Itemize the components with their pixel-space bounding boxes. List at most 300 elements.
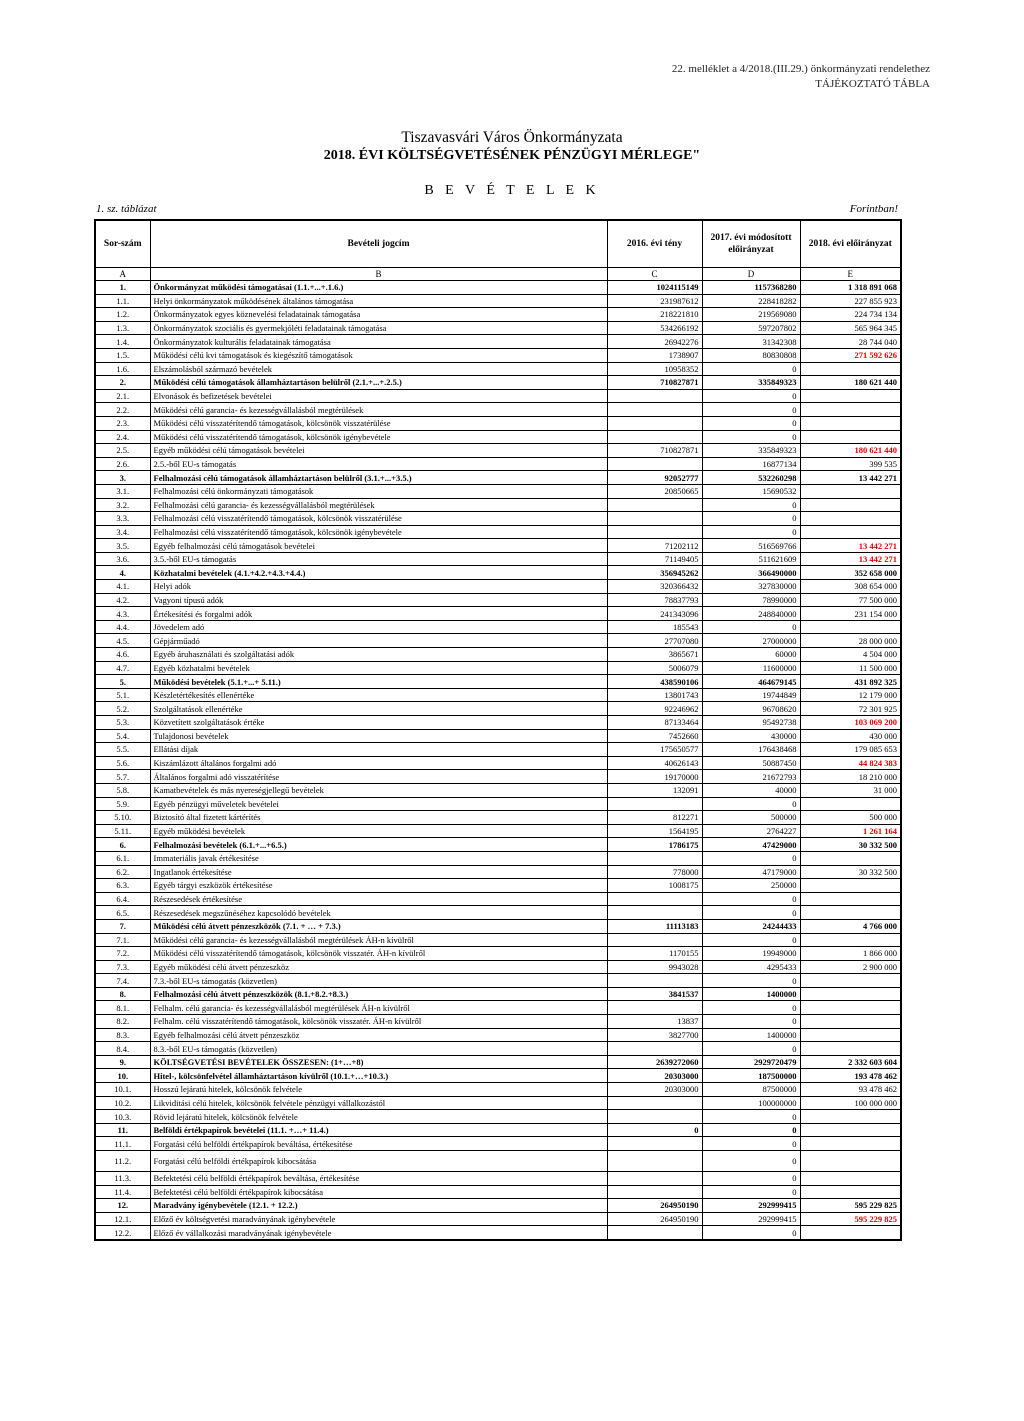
- value-2018: [800, 906, 901, 920]
- row-title: Felhalm. célú visszatérítendő támogatások, kölcsönök visszatér. ÁH-n kívülről: [150, 1015, 607, 1029]
- value-2016: [607, 974, 702, 988]
- table-row: [95, 1069, 901, 1083]
- value-2017: 532260298: [702, 471, 800, 485]
- row-number: 7.4.: [95, 974, 150, 988]
- value-2018: 180 621 440: [800, 444, 901, 458]
- table-row: [95, 743, 901, 757]
- title-line-2: 2018. ÉVI KÖLTSÉGVETÉSÉNEK PÉNZÜGYI MÉRLEGE": [323, 148, 701, 163]
- table-row: [95, 947, 901, 961]
- value-2017: 0: [702, 1110, 800, 1124]
- table-row: [95, 919, 901, 933]
- value-2016: 1008175: [607, 879, 702, 893]
- row-title: Immateriális javak értékesítése: [150, 851, 607, 865]
- value-2016: [607, 525, 702, 539]
- value-2016: [607, 1137, 702, 1151]
- table-row: [95, 403, 901, 417]
- row-number: 7.2.: [95, 947, 150, 961]
- value-2017: 15690532: [702, 484, 800, 498]
- row-title: Maradvány igénybevétele (12.1. + 12.2.): [150, 1199, 607, 1213]
- row-title: Felhalmozási bevételek (6.1.+...+6.5.): [150, 838, 607, 852]
- row-title: Elvonások és befizetések bevételei: [150, 389, 607, 403]
- row-number: 5.4.: [95, 729, 150, 743]
- row-number: 11.1.: [95, 1137, 150, 1151]
- value-2016: 71202112: [607, 539, 702, 553]
- row-title: Biztosító által fizetett kártérítés: [150, 811, 607, 825]
- value-2018: [800, 851, 901, 865]
- value-2018: [800, 620, 901, 634]
- value-2018: 2 900 000: [800, 960, 901, 974]
- row-number: 6.1.: [95, 851, 150, 865]
- table-row: [95, 797, 901, 811]
- value-2016: 27707080: [607, 634, 702, 648]
- table-row: [95, 892, 901, 906]
- row-title: Részesedések megszűnéséhez kapcsolódó bevételek: [150, 906, 607, 920]
- value-2016: 534266192: [607, 321, 702, 335]
- row-number: 2.4.: [95, 430, 150, 444]
- value-2017: 0: [702, 851, 800, 865]
- row-title: Részesedések értékesítése: [150, 892, 607, 906]
- table-row: [95, 620, 901, 634]
- value-2016: [607, 1001, 702, 1015]
- value-2016: [607, 1226, 702, 1240]
- value-2016: 13801743: [607, 688, 702, 702]
- value-2016: 320366432: [607, 580, 702, 594]
- table-row: [95, 1015, 901, 1029]
- value-2017: 11600000: [702, 661, 800, 675]
- table-row: [95, 457, 901, 471]
- value-2017: 2764227: [702, 824, 800, 838]
- row-title: Önkormányzatok szociális és gyermekjóléti feladatainak támogatása: [150, 321, 607, 335]
- row-title: Felhalmozási célú átvett pénzeszközök (8.1.+8.2.+8.3.): [150, 987, 607, 1001]
- value-2017: 292999415: [702, 1212, 800, 1226]
- value-2018: 2 332 603 604: [800, 1055, 901, 1069]
- table-row: [95, 1226, 901, 1240]
- value-2016: 3827700: [607, 1028, 702, 1042]
- value-2017: 0: [702, 512, 800, 526]
- row-title: Felhalmozási célú visszatérítendő támogatások, kölcsönök igénybevétele: [150, 525, 607, 539]
- table-row: [95, 471, 901, 485]
- value-2017: 0: [702, 892, 800, 906]
- table-body: [95, 281, 901, 1240]
- col-header-2017: 2017. évi módosított előirányzat: [702, 220, 800, 268]
- table-row: [95, 498, 901, 512]
- col-letter-d: D: [702, 268, 800, 281]
- row-number: 3.4.: [95, 525, 150, 539]
- value-2018: 500 000: [800, 811, 901, 825]
- value-2017: 0: [702, 1015, 800, 1029]
- value-2018: [800, 389, 901, 403]
- column-letter-row: [95, 268, 901, 281]
- row-title: Értékesítési és forgalmi adók: [150, 607, 607, 621]
- annex-reference: [672, 62, 930, 92]
- value-2018: 231 154 000: [800, 607, 901, 621]
- value-2016: [607, 512, 702, 526]
- row-number: 6.2.: [95, 865, 150, 879]
- value-2017: 0: [702, 1151, 800, 1172]
- value-2017: 27000000: [702, 634, 800, 648]
- table-row: [95, 729, 901, 743]
- row-title: Belföldi értékpapírok bevételei (11.1. +…+ 11.4.): [150, 1123, 607, 1137]
- value-2017: 80830808: [702, 348, 800, 362]
- row-number: 6.: [95, 838, 150, 852]
- value-2017: 60000: [702, 648, 800, 662]
- table-row: [95, 1083, 901, 1097]
- row-number: 4.: [95, 566, 150, 580]
- row-number: 4.2.: [95, 593, 150, 607]
- table-row: [95, 593, 901, 607]
- row-title: Hitel-, kölcsönfelvétel államháztartáson kívülről (10.1.+…+10.3.): [150, 1069, 607, 1083]
- value-2016: [607, 498, 702, 512]
- row-title: Szolgáltatások ellenértéke: [150, 702, 607, 716]
- table-row: [95, 1055, 901, 1069]
- value-2018: [800, 974, 901, 988]
- value-2017: 0: [702, 933, 800, 947]
- row-number: 5.1.: [95, 688, 150, 702]
- table-row: [95, 865, 901, 879]
- value-2018: 430 000: [800, 729, 901, 743]
- row-number: 12.2.: [95, 1226, 150, 1240]
- table-row: [95, 416, 901, 430]
- table-row: [95, 580, 901, 594]
- value-2017: 16877134: [702, 457, 800, 471]
- value-2018: [800, 498, 901, 512]
- table-row: [95, 566, 901, 580]
- table-row: [95, 1096, 901, 1110]
- value-2016: 87133464: [607, 716, 702, 730]
- table-row: [95, 539, 901, 553]
- value-2017: 464679145: [702, 675, 800, 689]
- value-2018: [800, 987, 901, 1001]
- value-2017: 0: [702, 362, 800, 376]
- value-2018: 28 000 000: [800, 634, 901, 648]
- value-2018: 224 734 134: [800, 308, 901, 322]
- row-number: 5.6.: [95, 756, 150, 770]
- value-2018: [800, 797, 901, 811]
- row-number: 6.4.: [95, 892, 150, 906]
- row-title: Működési célú visszatérítendő támogatások, kölcsönök visszatér. ÁH-n kívülről: [150, 947, 607, 961]
- value-2016: 9943028: [607, 960, 702, 974]
- row-number: 2.3.: [95, 416, 150, 430]
- table-row: [95, 702, 901, 716]
- value-2016: 13837: [607, 1015, 702, 1029]
- table-row: [95, 484, 901, 498]
- value-2016: [607, 892, 702, 906]
- table-row: [95, 906, 901, 920]
- value-2017: 1400000: [702, 987, 800, 1001]
- value-2018: 30 332 500: [800, 865, 901, 879]
- row-title: Működési célú átvett pénzeszközök (7.1. + … + 7.3.): [150, 919, 607, 933]
- value-2017: 0: [702, 403, 800, 417]
- revenue-table: [94, 219, 902, 1241]
- row-title: 3.5.-ből EU-s támogatás: [150, 552, 607, 566]
- row-title: Befektetési célú belföldi értékpapírok beváltása, értékesítése: [150, 1172, 607, 1186]
- value-2018: 595 229 825: [800, 1199, 901, 1213]
- table-row: [95, 1123, 901, 1137]
- value-2017: 335849323: [702, 376, 800, 390]
- value-2017: 366490000: [702, 566, 800, 580]
- row-number: 4.7.: [95, 661, 150, 675]
- col-letter-c: C: [607, 268, 702, 281]
- value-2016: 0: [607, 1123, 702, 1137]
- value-2018: 4 504 000: [800, 648, 901, 662]
- value-2018: [800, 933, 901, 947]
- value-2017: 50887450: [702, 756, 800, 770]
- table-row: [95, 851, 901, 865]
- row-number: 6.3.: [95, 879, 150, 893]
- value-2018: 44 824 383: [800, 756, 901, 770]
- row-title: Előző év költségvetési maradványának igénybevétele: [150, 1212, 607, 1226]
- row-title: Kiszámlázott általános forgalmi adó: [150, 756, 607, 770]
- table-row: [95, 512, 901, 526]
- table-row: [95, 1185, 901, 1199]
- row-number: 3.3.: [95, 512, 150, 526]
- value-2017: 335849323: [702, 444, 800, 458]
- value-2016: [607, 1172, 702, 1186]
- row-number: 5.11.: [95, 824, 150, 838]
- value-2018: 13 442 271: [800, 471, 901, 485]
- value-2016: 3865671: [607, 648, 702, 662]
- value-2017: 327830000: [702, 580, 800, 594]
- value-2016: [607, 416, 702, 430]
- table-row: [95, 756, 901, 770]
- value-2017: 0: [702, 1001, 800, 1015]
- value-2018: 13 442 271: [800, 539, 901, 553]
- table-header-row: [95, 220, 901, 268]
- section-subtitle: B E V É T E L E K: [424, 183, 600, 198]
- row-title: Működési célú visszatérítendő támogatások, kölcsönök visszatérülése: [150, 416, 607, 430]
- row-number: 5.8.: [95, 783, 150, 797]
- value-2018: [800, 1137, 901, 1151]
- table-row: [95, 716, 901, 730]
- row-title: Felhalmozási célú önkormányzati támogatások: [150, 484, 607, 498]
- value-2017: 187500000: [702, 1069, 800, 1083]
- value-2018: [800, 1185, 901, 1199]
- value-2018: [800, 1226, 901, 1240]
- row-title: Tulajdonosi bevételek: [150, 729, 607, 743]
- table-row: [95, 1151, 901, 1172]
- value-2017: 21672793: [702, 770, 800, 784]
- value-2016: 185543: [607, 620, 702, 634]
- value-2018: [800, 430, 901, 444]
- row-title: Jövedelem adó: [150, 620, 607, 634]
- value-2016: 710827871: [607, 376, 702, 390]
- value-2017: 176438468: [702, 743, 800, 757]
- value-2017: 0: [702, 797, 800, 811]
- row-title: Vagyoni típusú adók: [150, 593, 607, 607]
- value-2017: 87500000: [702, 1083, 800, 1097]
- value-2016: [607, 906, 702, 920]
- value-2018: 18 210 000: [800, 770, 901, 784]
- row-title: 2.5.-ből EU-s támogatás: [150, 457, 607, 471]
- table-row: [95, 525, 901, 539]
- col-header-2018: 2018. évi előirányzat: [800, 220, 901, 268]
- table-row: [95, 389, 901, 403]
- row-number: 10.3.: [95, 1110, 150, 1124]
- value-2016: 26942276: [607, 335, 702, 349]
- row-number: 10.2.: [95, 1096, 150, 1110]
- value-2016: [607, 1042, 702, 1056]
- value-2018: [800, 1123, 901, 1137]
- value-2018: [800, 512, 901, 526]
- value-2017: 19949000: [702, 947, 800, 961]
- value-2017: 4295433: [702, 960, 800, 974]
- value-2018: 28 744 040: [800, 335, 901, 349]
- table-row: [95, 688, 901, 702]
- value-2017: 78990000: [702, 593, 800, 607]
- row-number: 12.: [95, 1199, 150, 1213]
- value-2017: 0: [702, 389, 800, 403]
- table-row: [95, 634, 901, 648]
- row-title: Készletértékesítés ellenértéke: [150, 688, 607, 702]
- table-row: [95, 987, 901, 1001]
- value-2016: 356945262: [607, 566, 702, 580]
- value-2017: 100000000: [702, 1096, 800, 1110]
- row-number: 12.1.: [95, 1212, 150, 1226]
- row-title: Elszámolásból származó bevételek: [150, 362, 607, 376]
- table-row: [95, 1137, 901, 1151]
- value-2017: 47429000: [702, 838, 800, 852]
- row-number: 7.1.: [95, 933, 150, 947]
- value-2017: 1400000: [702, 1028, 800, 1042]
- table-row: [95, 933, 901, 947]
- value-2017: 0: [702, 1137, 800, 1151]
- currency-note: Forintban!: [849, 203, 898, 215]
- table-row: [95, 335, 901, 349]
- value-2016: 20303000: [607, 1083, 702, 1097]
- value-2016: [607, 797, 702, 811]
- value-2017: 0: [702, 1226, 800, 1240]
- value-2016: 778000: [607, 865, 702, 879]
- value-2018: 352 658 000: [800, 566, 901, 580]
- row-title: KÖLTSÉGVETÉSI BEVÉTELEK ÖSSZESEN: (1+…+8): [150, 1055, 607, 1069]
- value-2018: [800, 1172, 901, 1186]
- value-2017: 0: [702, 1172, 800, 1186]
- table-row: [95, 879, 901, 893]
- value-2017: 219569080: [702, 308, 800, 322]
- value-2018: [800, 1001, 901, 1015]
- value-2018: 72 301 925: [800, 702, 901, 716]
- value-2017: 248840000: [702, 607, 800, 621]
- table-row: [95, 661, 901, 675]
- value-2018: [800, 403, 901, 417]
- value-2018: 179 085 653: [800, 743, 901, 757]
- row-number: 4.5.: [95, 634, 150, 648]
- row-number: 4.3.: [95, 607, 150, 621]
- value-2018: 1 318 891 068: [800, 281, 901, 295]
- row-title: Egyéb működési célú támogatások bevételei: [150, 444, 607, 458]
- row-number: 2.1.: [95, 389, 150, 403]
- row-title: Egyéb felhalmozási célú átvett pénzeszköz: [150, 1028, 607, 1042]
- value-2016: 1786175: [607, 838, 702, 852]
- value-2016: 1170155: [607, 947, 702, 961]
- table-row: [95, 294, 901, 308]
- row-number: 3.6.: [95, 552, 150, 566]
- table-row: [95, 552, 901, 566]
- value-2017: 1157368280: [702, 281, 800, 295]
- value-2018: [800, 879, 901, 893]
- row-number: 11.3.: [95, 1172, 150, 1186]
- row-number: 4.1.: [95, 580, 150, 594]
- value-2016: 40626143: [607, 756, 702, 770]
- row-title: Egyéb működési bevételek: [150, 824, 607, 838]
- value-2016: 438590106: [607, 675, 702, 689]
- table-row: [95, 348, 901, 362]
- value-2018: 103 069 200: [800, 716, 901, 730]
- value-2018: [800, 1151, 901, 1172]
- row-number: 1.: [95, 281, 150, 295]
- table-row: [95, 783, 901, 797]
- row-number: 1.3.: [95, 321, 150, 335]
- table-row: [95, 1199, 901, 1213]
- value-2016: [607, 933, 702, 947]
- row-number: 7.: [95, 919, 150, 933]
- value-2018: 595 229 825: [800, 1212, 901, 1226]
- value-2017: 0: [702, 1123, 800, 1137]
- row-number: 8.1.: [95, 1001, 150, 1015]
- value-2017: 292999415: [702, 1199, 800, 1213]
- value-2017: 0: [702, 1042, 800, 1056]
- value-2017: 597207802: [702, 321, 800, 335]
- row-number: 3.1.: [95, 484, 150, 498]
- row-number: 5.5.: [95, 743, 150, 757]
- value-2018: 13 442 271: [800, 552, 901, 566]
- value-2017: 511621609: [702, 552, 800, 566]
- row-title: Felhalmozási célú támogatások államháztartáson belülről (3.1.+...+3.5.): [150, 471, 607, 485]
- value-2017: 0: [702, 974, 800, 988]
- row-title: Forgatási célú belföldi értékpapírok kibocsátása: [150, 1151, 607, 1172]
- value-2018: 12 179 000: [800, 688, 901, 702]
- value-2016: 812271: [607, 811, 702, 825]
- row-number: 4.6.: [95, 648, 150, 662]
- value-2018: [800, 1028, 901, 1042]
- row-title: Működési célú garancia- és kezességvállalásból megtérülések: [150, 403, 607, 417]
- value-2018: 565 964 345: [800, 321, 901, 335]
- value-2018: [800, 484, 901, 498]
- value-2018: 4 766 000: [800, 919, 901, 933]
- value-2018: 11 500 000: [800, 661, 901, 675]
- table-row: [95, 607, 901, 621]
- value-2016: [607, 1096, 702, 1110]
- value-2017: 95492738: [702, 716, 800, 730]
- row-title: 8.3.-ből EU-s támogatás (közvetlen): [150, 1042, 607, 1056]
- value-2017: 0: [702, 498, 800, 512]
- row-number: 1.4.: [95, 335, 150, 349]
- value-2018: 308 654 000: [800, 580, 901, 594]
- row-title: Gépjárműadó: [150, 634, 607, 648]
- row-number: 5.10.: [95, 811, 150, 825]
- row-number: 7.3.: [95, 960, 150, 974]
- row-number: 10.1.: [95, 1083, 150, 1097]
- row-title: Egyéb működési célú átvett pénzeszköz: [150, 960, 607, 974]
- value-2016: [607, 851, 702, 865]
- value-2016: [607, 1185, 702, 1199]
- document-title: [0, 129, 1024, 165]
- row-title: Működési bevételek (5.1.+...+ 5.11.): [150, 675, 607, 689]
- value-2017: 0: [702, 1185, 800, 1199]
- row-number: 11.2.: [95, 1151, 150, 1172]
- value-2016: 7452660: [607, 729, 702, 743]
- row-title: Ingatlanok értékesítése: [150, 865, 607, 879]
- row-number: 5.2.: [95, 702, 150, 716]
- row-title: Előző év vállalkozási maradványának igénybevétele: [150, 1226, 607, 1240]
- value-2016: 710827871: [607, 444, 702, 458]
- row-number: 4.4.: [95, 620, 150, 634]
- row-title: Egyéb közhatalmi bevételek: [150, 661, 607, 675]
- row-title: Likviditási célú hitelek, kölcsönök felvétele pénzügyi vállalkozástól: [150, 1096, 607, 1110]
- row-title: Felhalmozási célú garancia- és kezességvállalásból megtérülések: [150, 498, 607, 512]
- row-title: Működési célú támogatások államháztartáson belülről (2.1.+...+.2.5.): [150, 376, 607, 390]
- row-title: Befektetési célú belföldi értékpapírok kibocsátása: [150, 1185, 607, 1199]
